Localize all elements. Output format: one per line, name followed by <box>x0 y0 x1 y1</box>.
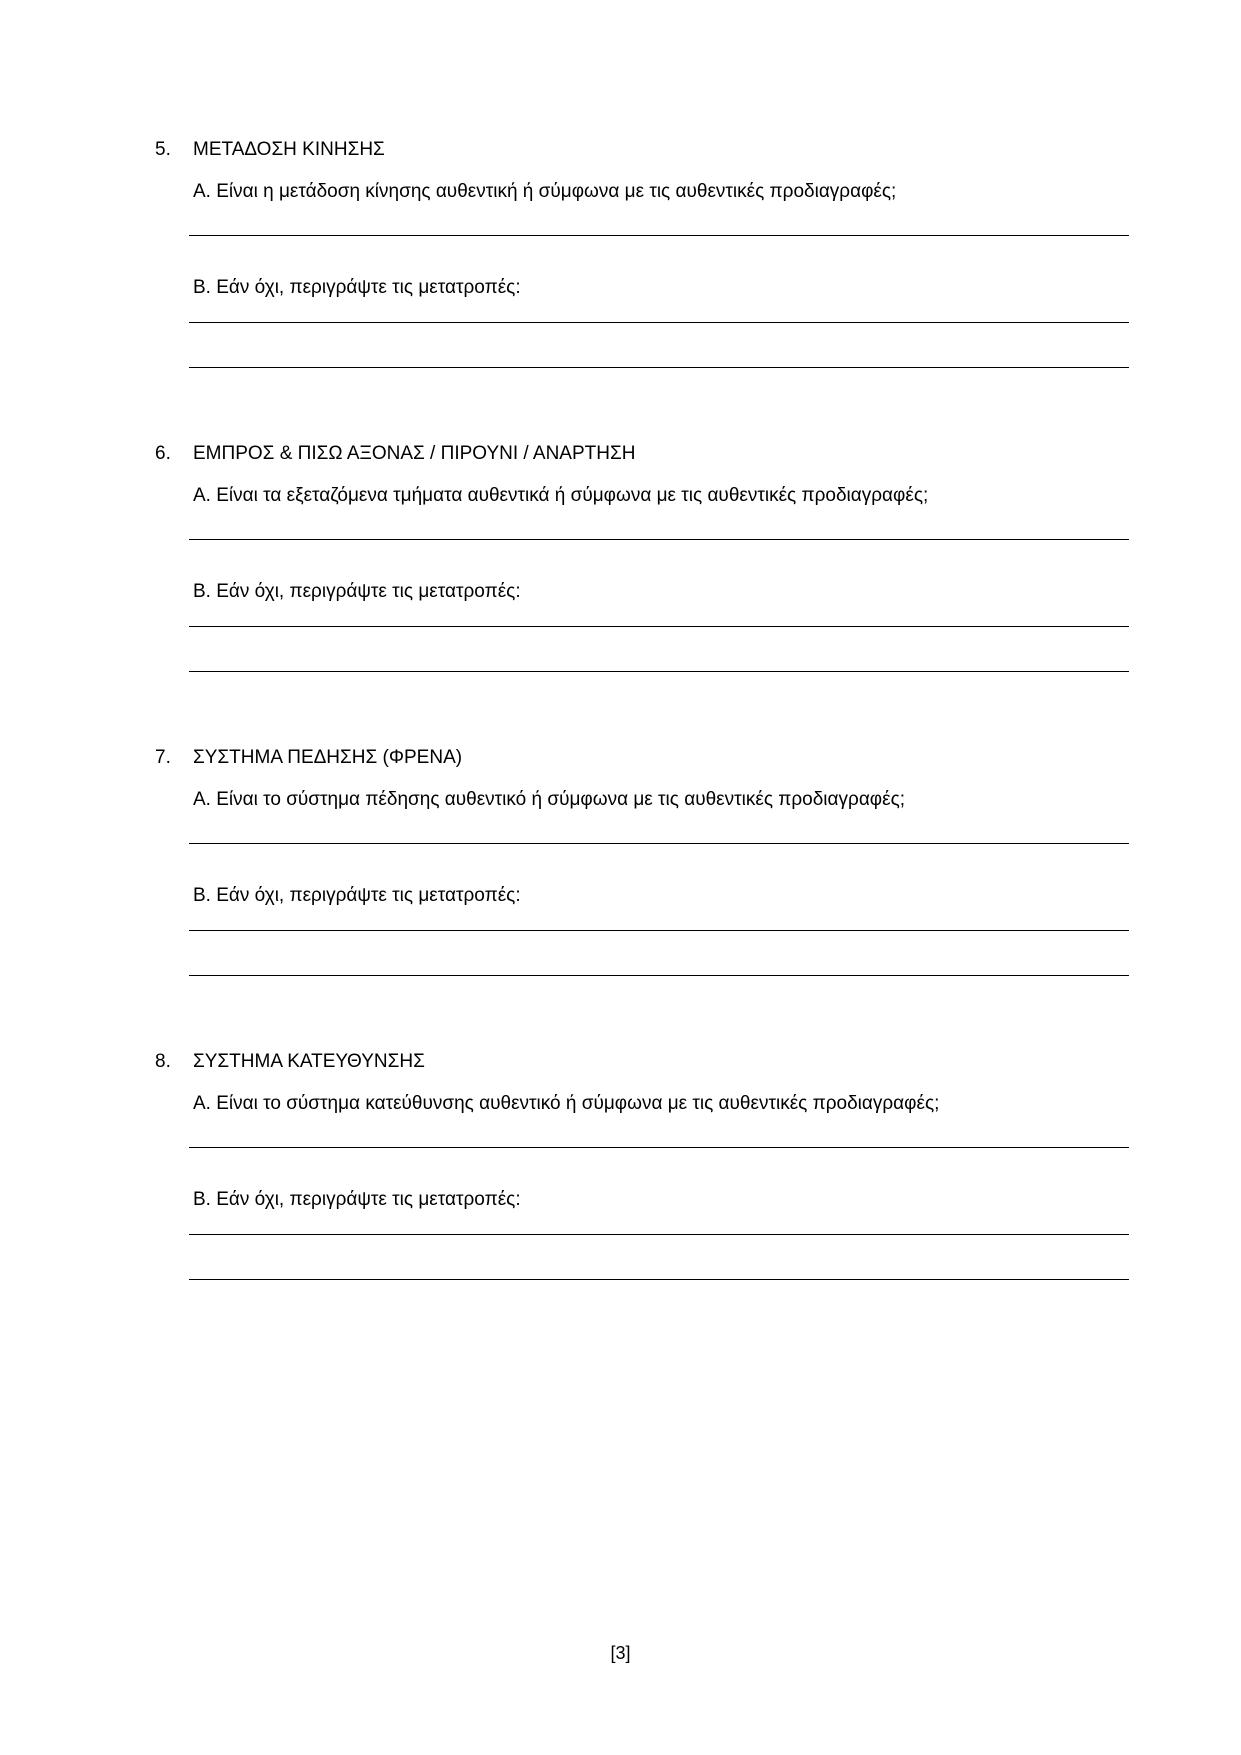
answer-line-a[interactable] <box>189 843 1129 844</box>
answer-line-b-2[interactable] <box>189 671 1129 672</box>
answer-line-b-1[interactable] <box>189 626 1129 627</box>
answer-line-b-2[interactable] <box>189 975 1129 976</box>
section-number: 6. <box>155 443 171 464</box>
answer-line-a[interactable] <box>189 235 1129 236</box>
question-b-label: Β. Εάν όχι, περιγράψτε τις μετατροπές: <box>193 277 521 298</box>
question-b-label: Β. Εάν όχι, περιγράψτε τις μετατροπές: <box>193 1189 521 1210</box>
section-title: ΜΕΤΑΔΟΣΗ ΚΙΝΗΣΗΣ <box>193 139 385 160</box>
section-6-axles-fork-suspension <box>0 442 1241 702</box>
question-a-label: Α. Είναι τα εξεταζόμενα τμήματα αυθεντικά ή σύμφωνα με τις αυθεντικές προδιαγραφές; <box>193 485 929 506</box>
question-a-label: Α. Είναι η μετάδοση κίνησης αυθεντική ή σύμφωνα με τις αυθεντικές προδιαγραφές; <box>193 181 897 202</box>
section-title: ΣΥΣΤΗΜΑ ΚΑΤΕΥΘΥΝΣΗΣ <box>193 1051 425 1072</box>
section-title: ΣΥΣΤΗΜΑ ΠΕΔΗΣΗΣ (ΦΡΕΝΑ) <box>193 747 463 768</box>
section-title: ΕΜΠΡΟΣ & ΠΙΣΩ ΑΞΟΝΑΣ / ΠΙΡΟΥΝΙ / ΑΝΑΡΤΗΣΗ <box>193 443 636 464</box>
section-7-braking-system <box>0 746 1241 1006</box>
section-number: 5. <box>155 139 171 160</box>
section-8-steering-system <box>0 1050 1241 1310</box>
answer-line-a[interactable] <box>189 1147 1129 1148</box>
answer-line-a[interactable] <box>189 539 1129 540</box>
page-number: [3] <box>610 1643 631 1663</box>
answer-line-b-2[interactable] <box>189 1279 1129 1280</box>
question-a-label: Α. Είναι το σύστημα κατεύθυνσης αυθεντικό ή σύμφωνα με τις αυθεντικές προδιαγραφές; <box>193 1093 940 1114</box>
question-a-label: Α. Είναι το σύστημα πέδησης αυθεντικό ή σύμφωνα με τις αυθεντικές προδιαγραφές; <box>193 789 906 810</box>
section-5-transmission <box>0 138 1241 398</box>
answer-line-b-1[interactable] <box>189 1234 1129 1235</box>
section-number: 7. <box>155 747 171 768</box>
question-b-label: Β. Εάν όχι, περιγράψτε τις μετατροπές: <box>193 885 521 906</box>
question-b-label: Β. Εάν όχι, περιγράψτε τις μετατροπές: <box>193 581 521 602</box>
section-number: 8. <box>155 1051 171 1072</box>
answer-line-b-2[interactable] <box>189 367 1129 368</box>
answer-line-b-1[interactable] <box>189 930 1129 931</box>
answer-line-b-1[interactable] <box>189 322 1129 323</box>
